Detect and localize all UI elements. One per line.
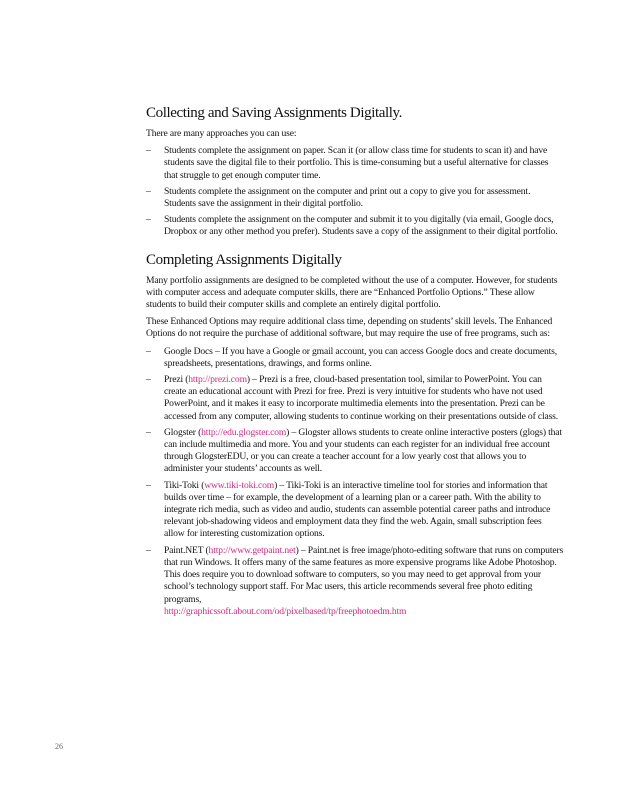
- page-number: 26: [55, 742, 63, 751]
- list-item-google-docs: [146, 346, 564, 370]
- tiki-toki-link[interactable]: www.tiki-toki.com: [204, 479, 275, 491]
- paint-net-link[interactable]: http://www.getpaint.net: [208, 544, 296, 556]
- dash-bullet: –: [146, 426, 151, 438]
- dash-bullet: –: [146, 145, 151, 157]
- list-item-text: ) – Glogster allows students to create online interactive posters (glogs) that can include multimedia and more. You and your students can each register for an individual free account through GlogsterEDU, or you can create a teacher account for a low yearly cost that allows you to administer your students’ accounts as well.: [164, 426, 562, 475]
- programs-list: [146, 346, 564, 618]
- list-item-text: Students complete the assignment on the computer and print out a copy to give you for assessment. Students save the assignment in their digital portfolio.: [164, 185, 531, 210]
- list-item-text: Prezi (: [164, 374, 189, 386]
- list-item-text: Paint.NET (: [164, 544, 209, 556]
- dash-bullet: –: [146, 544, 151, 556]
- approaches-list: [146, 145, 564, 238]
- list-item-text: Students complete the assignment on paper. Scan it (or allow class time for students to scan it) and have students save the digital file to their portfolio. This is time-consuming but a useful alternative for classes that struggle to get enough computer time.: [164, 145, 549, 181]
- list-item-text: Google Docs – If you have a Google or gmail account, you can access Google docs and create documents, spreadsheets, presentations, drawings, and forms online.: [164, 345, 557, 369]
- paragraph: These Enhanced Options may require additional class time, depending on students’ skill levels. The Enhanced Options do not require the purchase of additional software, but may require the use of free programs, such as:: [146, 316, 553, 340]
- list-item-text: Students complete the assignment on the computer and submit it to you digitally (via email, Google docs, Dropbox or any other method you prefer). Students save a copy of the assignment to their digital portfolio.: [164, 214, 558, 238]
- paragraph: Many portfolio assignments are designed to be completed without the use of a computer. However, for students with computer access and adequate computer skills, there are “Enhanced Portfolio Options.” These allow students to build their computer skills and complete an entirely digital portfolio.: [146, 274, 558, 311]
- section-heading-completing: Completing Assignments Digitally: [146, 251, 342, 268]
- list-item: [146, 145, 564, 182]
- list-item: [146, 214, 564, 238]
- dash-bullet: –: [146, 214, 151, 226]
- list-item-text: ) – Prezi is a free, cloud-based presentation tool, similar to PowerPoint. You can create an educational account with Prezi for free. Prezi is very intuitive for students who have not used PowerPoint, and it makes it easy to incorporate multimedia elements into the presentation. Prezi can be accessed from any computer, allowing students to continue working on their presentations outside of class.: [164, 374, 559, 422]
- list-item-glogster: [146, 427, 564, 476]
- graphicssoft-link[interactable]: http://graphicssoft.about.com/od/pixelbased/tp/freephotoedm.htm: [164, 605, 407, 617]
- prezi-link[interactable]: http://prezi.com: [188, 374, 247, 386]
- dash-bullet: –: [146, 374, 151, 386]
- list-item-prezi: [146, 374, 564, 423]
- list-item-text: ) – Paint.net is free image/photo-editing software that runs on computers that run Windows. It offers many of the same features as more expensive programs like Adobe Photoshop. This does require you to download software to computers, so you may need to get approval from your school’s technology support staff. For Mac users, this article recommends several free photo editing programs,: [164, 544, 564, 605]
- list-item-text: Glogster (: [164, 426, 202, 438]
- glogster-link[interactable]: http://edu.glogster.com: [201, 426, 287, 438]
- section-intro: There are many approaches you can use:: [146, 128, 297, 139]
- list-item-paint-net: [146, 545, 564, 618]
- list-item: [146, 186, 564, 210]
- page-content: [146, 104, 564, 622]
- section-heading-collecting: Collecting and Saving Assignments Digitally.: [146, 105, 402, 121]
- dash-bullet: –: [146, 345, 151, 357]
- list-item-text: Tiki-Toki (: [164, 479, 205, 491]
- list-item-text: ) – Tiki-Toki is an interactive timeline tool for stories and information that builds over time – for example, the development of a learning plan or a career path. With the ability to integrate rich media, such as video and audio, students can assemble potential career paths and introduce relevant job-shadowing videos and employment data they find the web. Again, small subscription fees allow for interesting customization options.: [164, 479, 551, 540]
- dash-bullet: –: [146, 479, 151, 491]
- list-item-tiki-toki: [146, 480, 564, 541]
- dash-bullet: –: [146, 185, 151, 197]
